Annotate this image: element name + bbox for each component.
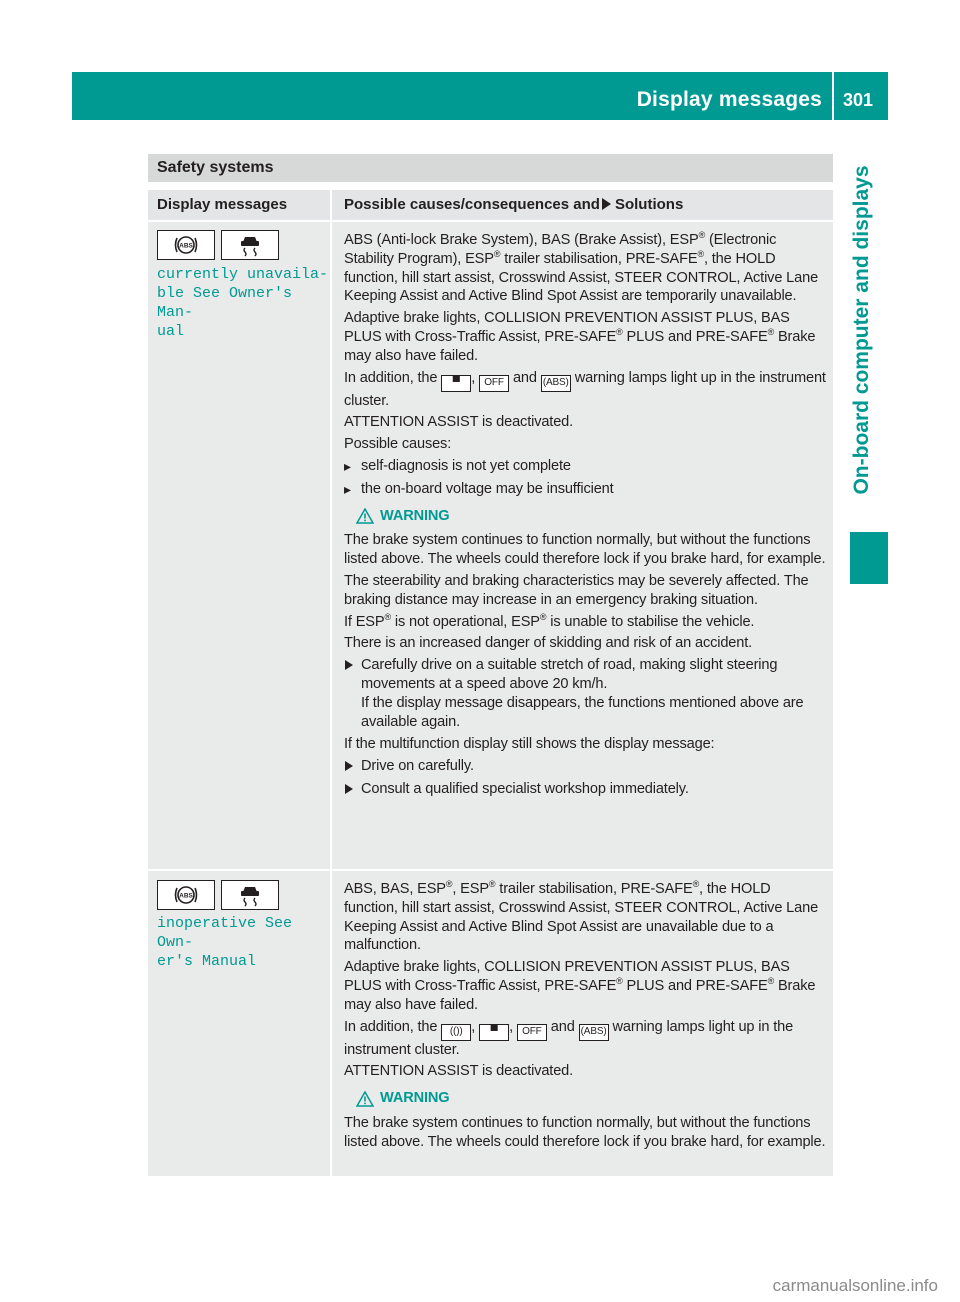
paragraph: There is an increased danger of skidding and risk of an accident. <box>344 635 753 652</box>
paragraph: The brake system continues to function normally, but without the functions listed above. The wheels could therefore lock if you brake hard, for example. <box>344 532 826 568</box>
svg-text:ABS: ABS <box>179 242 193 250</box>
list-item: ▸ the on-board voltage may be insufficient <box>344 480 828 499</box>
warning-heading: WARNING <box>356 507 828 526</box>
abs-warning-icon <box>157 880 215 910</box>
paragraph: ABS (Anti-lock Brake System), BAS (Brake Assist), ESP® (Electronic Stability Program), ESP® trailer stabilisation, PRE-SAFE®, the HOLD function, hill start assist, Crosswind Assist, STEER CONTROL, Active Lane Keeping Assist and Active Blind Spot Assist are temporarily unavailable. <box>344 230 819 305</box>
esp-skid-icon <box>221 880 279 910</box>
causes-list <box>344 457 828 499</box>
paragraph: If ESP® is not operational, ESP® is unable to stabilise the vehicle. <box>344 611 755 630</box>
esp-off-icon: OFF <box>479 375 509 392</box>
watermark: carmanualsonline.info <box>772 1276 938 1295</box>
causes-text-2 <box>344 880 828 1155</box>
column-header-causes: Possible causes/consequences and Solutions <box>332 190 833 220</box>
abs-warning-icon <box>157 230 215 260</box>
list-item: Carefully drive on a suitable stretch of road, making slight steering movements at a speed above 20 km/h. If the display message disappears, the functions mentioned above are available again. <box>344 656 828 731</box>
list-item: Consult a qualified specialist workshop immediately. <box>344 780 828 799</box>
paragraph: Adaptive brake lights, COLLISION PREVENTION ASSIST PLUS, BAS PLUS with Cross-Traffic Assist, PRE-SAFE® PLUS and PRE-SAFE® Brake may also have failed. <box>344 310 816 364</box>
side-tab <box>838 130 886 530</box>
warning-triangle-icon <box>356 508 374 524</box>
causes-text-1 <box>344 231 828 803</box>
paragraph: Possible causes: <box>344 436 452 453</box>
steps-list <box>344 656 828 731</box>
abs-warning-icon: (ABS) <box>541 375 571 392</box>
display-message-1: currently unavaila‐ ble See Owner's Man‐ ual <box>157 266 329 340</box>
paragraph: Adaptive brake lights, COLLISION PREVENTION ASSIST PLUS, BAS PLUS with Cross-Traffic Assist, PRE-SAFE® PLUS and PRE-SAFE® Brake may also have failed. <box>344 959 816 1013</box>
esp-skid-icon <box>221 230 279 260</box>
warning-triangle-icon <box>356 1091 374 1107</box>
paragraph: If the multifunction display still shows the display message: <box>344 736 715 753</box>
page-header-title: Display messages <box>636 88 822 111</box>
paragraph: The brake system continues to function normally, but without the functions listed above. The wheels could therefore lock if you brake hard, for example. <box>344 1114 826 1150</box>
steps-list <box>344 757 828 799</box>
message-icons-2 <box>157 880 279 910</box>
side-tab-label: On-board computer and displays <box>850 165 873 495</box>
list-item: Drive on carefully. <box>344 757 828 776</box>
header-separator <box>832 72 834 120</box>
list-item: ▸ self-diagnosis is not yet complete <box>344 457 828 476</box>
paragraph: ATTENTION ASSIST is deactivated. <box>344 414 574 431</box>
side-tab-marker <box>850 532 888 584</box>
page-number: 301 <box>843 90 874 110</box>
esp-skid-icon: ▀ <box>479 1024 509 1041</box>
brake-warning-icon: (()) <box>441 1024 471 1041</box>
abs-warning-icon: (ABS) <box>579 1024 609 1041</box>
section-title: Safety systems <box>148 154 833 182</box>
column-header-display-messages: Display messages <box>148 190 330 220</box>
paragraph: ABS, BAS, ESP®, ESP® trailer stabilisation, PRE-SAFE®, the HOLD function, hill start assist, Crosswind Assist, STEER CONTROL, Active Lane Keeping Assist and Active Blind Spot Assist are unavailable due to a malfunction. <box>344 879 819 954</box>
esp-skid-icon: ▀ <box>441 375 471 392</box>
esp-off-icon: OFF <box>517 1024 547 1041</box>
display-message-2: inoperative See Own‐ er's Manual <box>157 915 293 970</box>
paragraph: In addition, the ▀ , OFF and (ABS) warning lamps light up in the instrument cluster. <box>344 369 826 409</box>
solution-arrow-icon <box>602 198 611 210</box>
warning-heading: WARNING <box>356 1089 828 1108</box>
message-icons-1 <box>157 230 279 260</box>
paragraph: ATTENTION ASSIST is deactivated. <box>344 1063 574 1080</box>
paragraph: The steerability and braking characteristics may be severely affected. The braking distance may increase in an emergency braking situation. <box>344 572 809 608</box>
paragraph: In addition, the (()) , ▀ , OFF and (ABS) warning lamps light up in the instrument cluster. <box>344 1018 794 1058</box>
svg-text:ABS: ABS <box>179 892 193 900</box>
